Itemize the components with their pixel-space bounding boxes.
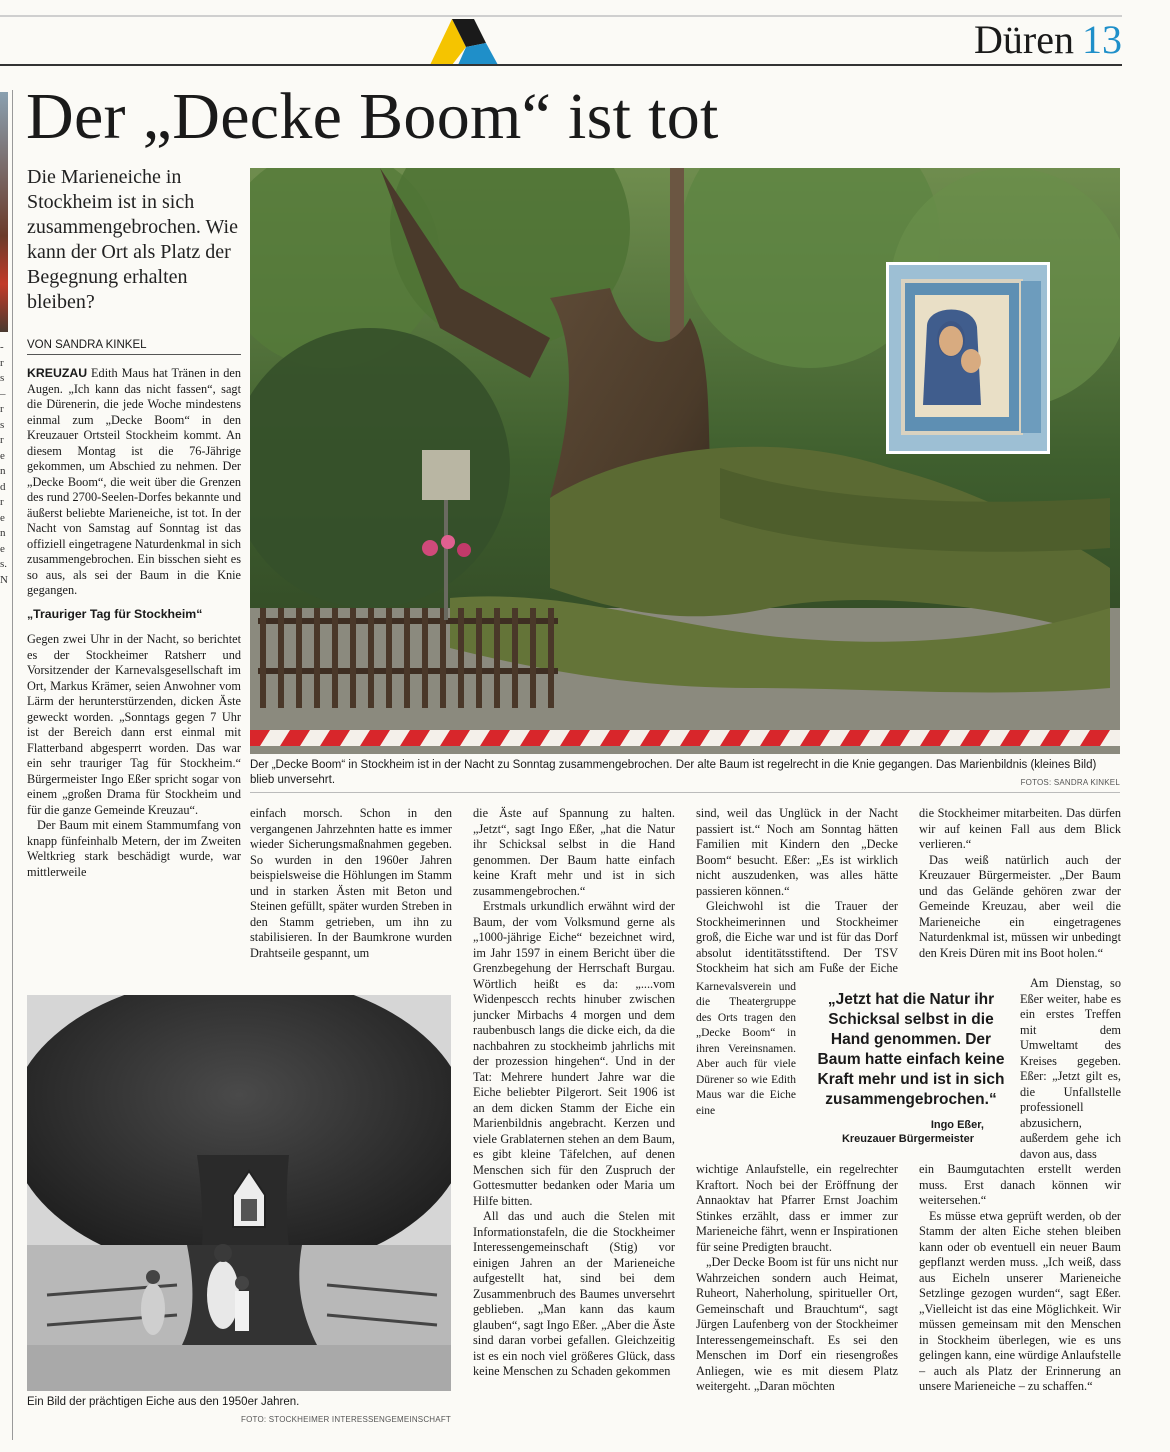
main-photo-credit: FOTOS: SANDRA KINKEL (1020, 778, 1120, 787)
article-column-4-top (696, 806, 898, 976)
subheading: „Trauriger Tag für Stockheim“ (27, 606, 203, 621)
column-divider (12, 90, 13, 1440)
paragraph: Das weiß natürlich auch der Kreuzauer Bürgermeister. „Der Baum und das Gelände gehören zwar der Gemeinde Kreuzau, aber weil die Marieneiche ein eingetragenes Naturdenkmal ist, müssen wir unbedingt den Kreis Düren mit ins Boot holen.“ (919, 852, 1121, 960)
top-rule (0, 15, 1122, 17)
section-name: Düren (974, 17, 1074, 62)
historic-photo-oak-1950s (27, 995, 451, 1391)
paragraph: Erstmals urkundlich erwähnt wird der Baum, der vom Volksmund gerne als „1000-jährige Eiche“ bezeichnet wird, im Jahr 1597 in einem Bericht über die Grenzbegehung der Herrschaft Burgau. Wörtlich heißt es da: „....vom Widenpescch rechts hinuber zwischen juncker Mirbachs 4 morgen und dem raubenbusch langs die dicke eich, da die nachbahren zu stockheimb jahrlichs mit der prozession hingehen“. Und in der Tat: Mehrere hundert Jahre war die Eiche beliebter Pilgerort. Seit 1906 ist an dem dicken Stamm der Eiche ein Marienbildnis angebracht. Kerzen und viele Grablaternen stehen an dem Baum, es gibt kleine Täfelchen, auf denen Menschen sich für den Zuspruch der Gottesmutter bedanken oder Maria um Hilfe bitten. (473, 899, 675, 1208)
paragraph: Der Baum mit einem Stammumfang von knapp fünfeinhalb Metern, der im Zweiten Weltkrieg stark beschädigt wurde, war mittlerweile (27, 818, 241, 879)
fragment-text: N (0, 573, 8, 586)
byline: VON SANDRA KINKEL (27, 339, 241, 355)
historic-photo-caption: Ein Bild der prächtigen Eiche aus den 1950er Jahren. (27, 1396, 300, 1408)
fragment-text: - (0, 341, 4, 353)
fragment-text: e (0, 449, 5, 462)
paragraph: Edith Maus hat Tränen in den Augen. „Ich kann das nicht fassen“, sagt die Dürenerin, die jede Woche mindestens einmal zum „Decke Boom“ in den Kreuzauer Ortsteil Stockheim kommt. An diesem Montag ist die 76-Jährige gekommen, um Abschied zu nehmen. Der „Decke Boom“, die weit über die Grenzen des rund 2700-Seelen-Dorfes bekannte und äußerst beliebte Marieneiche, ist tot. In der Nacht von Samstag auf Sonntag ist das offiziell eingetragene Naturdenkmal in sich zusammengebrochen. Ein bisschen sieht es so aus, als sei der Baum in die Knie gegangen. (27, 366, 241, 597)
header-rule (0, 64, 1122, 66)
main-photo-caption: Der „Decke Boom“ in Stockheim ist in der Nacht zu Sonntag zusammengebrochen. Der alte Baum ist regelrecht in die Knie gegangen. Das Marienbildnis (kleines Bild) blieb unversehrt. (250, 759, 1097, 786)
paragraph: Es müsse etwa geprüft werden, ob der Stamm der alten Eiche stehen bleiben kann oder ob eventuell ein neuer Baum gepflanzt werden muss. „Ich weiß, dass aus Eicheln unserer Marieneiche Setzlinge gezogen wurden“, sagt Eßer. „Vielleicht ist das eine Möglichkeit. Wir müssen gemeinsam mit den Menschen in Stockheim überlegen, wie es uns gelingen kann, eine würdige Anlaufstelle – auch als Platz der Erinnerung an unsere Marieneiche – zu schaffen.“ (919, 1208, 1121, 1393)
paragraph: Am Dienstag, so Eßer weiter, habe es ein erstes Treffen mit dem Umweltamt des Kreises gegeben. Eßer: „Jetzt gilt es, die Unfallstelle professionell abzusichern, außerdem gehe ich davon aus, dass (1020, 976, 1121, 1161)
article-column-3 (473, 806, 675, 1432)
paragraph-continuation: Karnevalsverein und die Theatergruppe des Orts tragen den „Decke Boom“ in ihren Vereinsnamen. Aber auch für viele Dürener so wie Edith Maus war die Eiche eine (696, 980, 796, 1117)
fragment-text: e (0, 511, 5, 524)
paragraph: „Der Decke Boom ist für uns nicht nur Wahrzeichen sondern auch Heimat, Ruheort, Naherholung, spiritueller Ort, Gemeinschaft und Brauchtum“, sagt Jürgen Laufenberg von der Stockheimer Interessengemeinschaft. Es sei den Menschen im Dorf ein riesengroßes Anliegen, wie es mit diesem Platz weitergeht. „Daran möchten (696, 1255, 898, 1393)
pull-quote-role: Kreuzauer Bürgermeister (841, 1133, 974, 1145)
fragment-text: s. (0, 558, 8, 570)
article-column-4-mid (696, 980, 796, 1160)
fragment-text: r (0, 356, 4, 369)
pull-quote-text: „Jetzt hat die Natur ihr Schicksal selbst in die Hand genommen. Der Baum hatte einfach keine Kraft mehr und ist in sich zusammengebrochen.“ (817, 991, 1005, 1108)
fragment-text: e (0, 542, 5, 555)
fragment-text: r (0, 403, 4, 415)
neighbor-page-fragments (0, 340, 12, 588)
fragment-text: r (0, 434, 4, 446)
paragraph: wichtige Anlaufstelle, ein regelrechter Kraftort. Noch bei der Eröffnung der Annaoktav hat Pfarrer Ernst Joachim Stinkes erzählt, dass er immer zur Marieneiche fährt, wenn er Inspirationen für seine Predigten braucht. (696, 1162, 898, 1254)
paragraph: sind, weil das Unglück in der Nacht passiert ist.“ Noch am Sonntag hätten Familien mit Kindern den „Decke Boom“ besucht. Eßer: „Es ist wirklich nicht auszudenken, was alles hätte passieren können.“ (696, 806, 898, 898)
article-column-5-bottom (919, 1162, 1121, 1434)
paragraph: einfach morsch. Schon in den vergangenen Jahrzehnten hatte es immer wieder Sicherungsmaßnahmen gegeben. So wurden in den 1960er Jahren beispielsweise die Höhlungen im Stamm und in starken Ästen mit Beton und Steinen gefüllt, später wurden Streben in den Stamm getrieben, um ihn zu stabilisieren. In der Baumkrone wurden Drahtseile gespannt, um (250, 806, 452, 960)
publication-logo (428, 15, 500, 65)
fragment-text: r (0, 496, 4, 508)
caption-rule (250, 792, 1120, 793)
fragment-text: s (0, 418, 5, 431)
section-header (974, 16, 1122, 63)
article-column-4-bottom (696, 1162, 898, 1434)
page-number: 13 (1082, 17, 1122, 62)
fragment-text: s (0, 372, 5, 384)
article-column-1 (27, 366, 241, 978)
pull-quote (808, 990, 1014, 1146)
fragment-text: d (0, 480, 6, 493)
paragraph: All das und auch die Stelen mit Informationstafeln, die die Stockheimer Interessengemeinschaft (Stig) vor einigen Jahren an der Marieneiche aufgestellt hat, sind bei dem Zusammenbruch des Baumes unversehrt geblieben. „Man kann das kaum glauben“, sagt Ingo Eßer. „Aber die Äste sind daran vorbei gefallen. Gleichzeitig ist es ein noch viel größeres Glück, dass keine Menschen zu Schaden gekommen (473, 1209, 675, 1378)
fragment-text: n (0, 465, 6, 477)
article-column-2 (250, 806, 452, 986)
pull-quote-name: Ingo Eßer, (930, 1119, 984, 1131)
paragraph: Gleichwohl ist die Trauer der Stockheimerinnen und Stockheimer groß, die Eiche war und ist für das Dorf absolut identitätsstiftend. Der TSV Stockheim hat sich am Fuße der Eiche (696, 899, 898, 975)
neighbor-photo-strip (0, 92, 8, 332)
paragraph: die Stockheimer mitarbeiten. Das dürfen wir auf keinen Fall aus dem Blick verlieren.“ (919, 806, 1121, 851)
article-column-5-top (919, 806, 1121, 978)
article-column-5-narrow (1020, 976, 1121, 1162)
paragraph: ein Baumgutachten erstellt werden muss. Erst danach können wir weitersehen.“ (919, 1162, 1121, 1207)
fragment-text: n (0, 527, 6, 539)
main-photo-fallen-oak (250, 168, 1120, 754)
headline: Der „Decke Boom“ ist tot (26, 80, 719, 153)
historic-photo-credit: FOTO: STOCKHEIMER INTERESSENGEMEINSCHAFT (241, 1415, 451, 1424)
dateline: KREUZAU (27, 366, 88, 380)
inset-photo-madonna (886, 262, 1050, 454)
fragment-text: – (0, 387, 6, 400)
article-deck: Die Marieneiche in Stockheim ist in sich zusammengebrochen. Wie kann der Ort als Platz der Begegnung erhalten bleiben? (27, 166, 238, 313)
paragraph: Gegen zwei Uhr in der Nacht, so berichtet es der Stockheimer Ratsherr und Vorsitzender der Karnevalsgesellschaft im Ort, Markus Krämer, seien Anwohner vom Lärm der herunterstürzenden, dicken Äste geweckt worden. „Sonntags gegen 7 Uhr ist der Bereich dann erst einmal mit Flatterband abgesperrt worden. Das war ein sehr trauriger Tag für Stockheim.“ Bürgermeister Ingo Eßer spricht sogar von einem „großen Drama für Stockheim und für die ganze Gemeinde Kreuzau“. (27, 632, 241, 817)
paragraph: die Äste auf Spannung zu halten. „Jetzt“, sagt Ingo Eßer, „hat die Natur ihr Schicksal selbst in die Hand genommen. Der Baum hatte einfach keine Kraft mehr und ist in sich zusammengebrochen.“ (473, 806, 675, 898)
